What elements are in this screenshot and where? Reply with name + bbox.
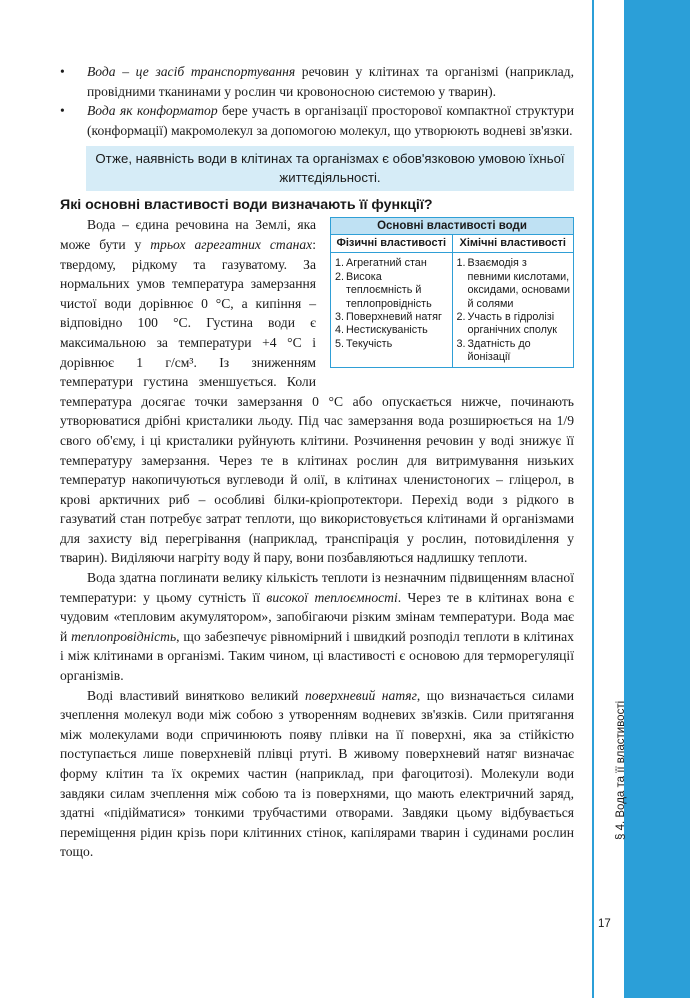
physical-header: Фізичні властивості	[331, 235, 452, 253]
bullet-transport	[60, 62, 574, 101]
list-item: 1. Агрегатний стан	[335, 257, 427, 270]
section-label: § 4. Вода та її властивості	[615, 700, 627, 840]
water-properties-table	[330, 217, 574, 367]
chemical-list-cell	[452, 253, 573, 367]
bullet-term: Вода як конформатор	[87, 103, 218, 119]
bullet-conformator	[60, 101, 574, 140]
conclusion-callout: Отже, наявність води в клітинах та організмах є обов'язковою умовою їхньої життєдіяльності.	[86, 146, 574, 191]
paragraph-surface-tension: Воді властивий винятково великий поверхневий натяг, що визначається силами зчеплення молекул води між собою з утворенням водневих зв'язків. Сили притягання між молекулами води спричинюють появу плівки на її поверхні, яка за стійкістю поступається лише поверхневій плівці ртуті. В живому поверхневий натяг визначає форму клітин та їх окремих частин (наприклад, при фагоцитозі). Молекули води завдяки силам зчеплення між собою та із поверхнями, що мають електричний заряд, здатні «підійматися» тонкими трубчастими отворами. Завдяки цьому відбувається переміщення рідин крізь пори клітинних стінок, капілярами тварин і судинами рослин тощо.	[60, 687, 574, 860]
chemical-header: Хімічні властивості	[452, 235, 573, 253]
paragraph-states: Вода – єдина речовина на Землі, яка може бути у трьох агрегатних станах: твердому, рідкому та газуватому. За нормальних умов температура замерзання чистої води дорівнює 0 °С, а кипіння – відповідно 100 °С. Густина води є максимальною за температури +4 °С і дорівнює 1 г/см³. Із зниженням температури густина зменшується. Коли температура досягає точки замерзання 0 °С або опускається нижче, починають утворюватися дрібні кристалики льоду. Під час замерзання вода розширюється на 1/9 свого об'єму, і ці кристалики руйнують клітини. Розчинення речовин у воді знижує її температуру замерзання. Через те в клітинах рослин для витримування низьких температур накопичуються вуглеводи й олії, в клітинах членистоногих – гліцерол, в крові арктичних риб – особливі білки-кріопротектори. Перехід води з рідкого в газуватий стан потребує затрат теплоти, що використовується клітинами й організмами для захисту від перегрівання (наприклад, транспірація у рослин, потовиділення у тварин). Виділяючи нагріту воду й пару, вони позбавляються надлишку теплоти.	[60, 217, 574, 566]
list-item: 1. Взаємодія з певними кислотами, оксидами, основами й солями	[456, 257, 570, 310]
bullet-text: бере участь в організації просторової компактної структури (конформації) макромолекул за допомогою молекул, що утворюють водневі зв'язки.	[87, 103, 574, 138]
bullet-marker: •	[60, 103, 65, 119]
bullet-text: речовин у клітинах та організмі (наприклад, провідними тканинами у рослин чи кровоносною системою у тварин).	[87, 64, 574, 99]
list-item: 5. Текучість	[335, 337, 393, 350]
list-item: 3. Поверхневий натяг	[335, 311, 442, 323]
bullet-term: Вода – це засіб транспортування	[87, 64, 296, 79]
page-content	[60, 62, 574, 862]
list-item: 2. Висока теплоємність й теплопровідність	[335, 270, 432, 310]
paragraph-heat-capacity: Вода здатна поглинати велику кількість теплоти із незначним підвищенням власної температури: у цьому сутність її високої теплоємності. Через те в клітинах вона є чудовим «тепловим акумулятором», запобігаючи різким змінам температури. Вода має й теплопровідність, що забезпечує рівномірний і швидкий розподіл теплоти в клітинах і між клітинами в організмі. Таким чином, ці властивості є основою для терморегуляції організмів.	[60, 570, 575, 684]
bullet-marker: •	[60, 64, 65, 79]
page-number: 17	[598, 918, 611, 930]
section-heading: Які основні властивості води визначають її функції?	[60, 197, 433, 214]
table-title: Основні властивості води	[331, 218, 573, 235]
sidebar-white-strip	[594, 0, 624, 998]
list-item: 3. Здатність до йонізації	[456, 337, 531, 364]
list-item: 4. Нестискуваність	[335, 324, 428, 337]
physical-list-cell	[331, 253, 452, 367]
list-item: 2. Участь в гідролізі органічних сполук	[456, 311, 558, 337]
